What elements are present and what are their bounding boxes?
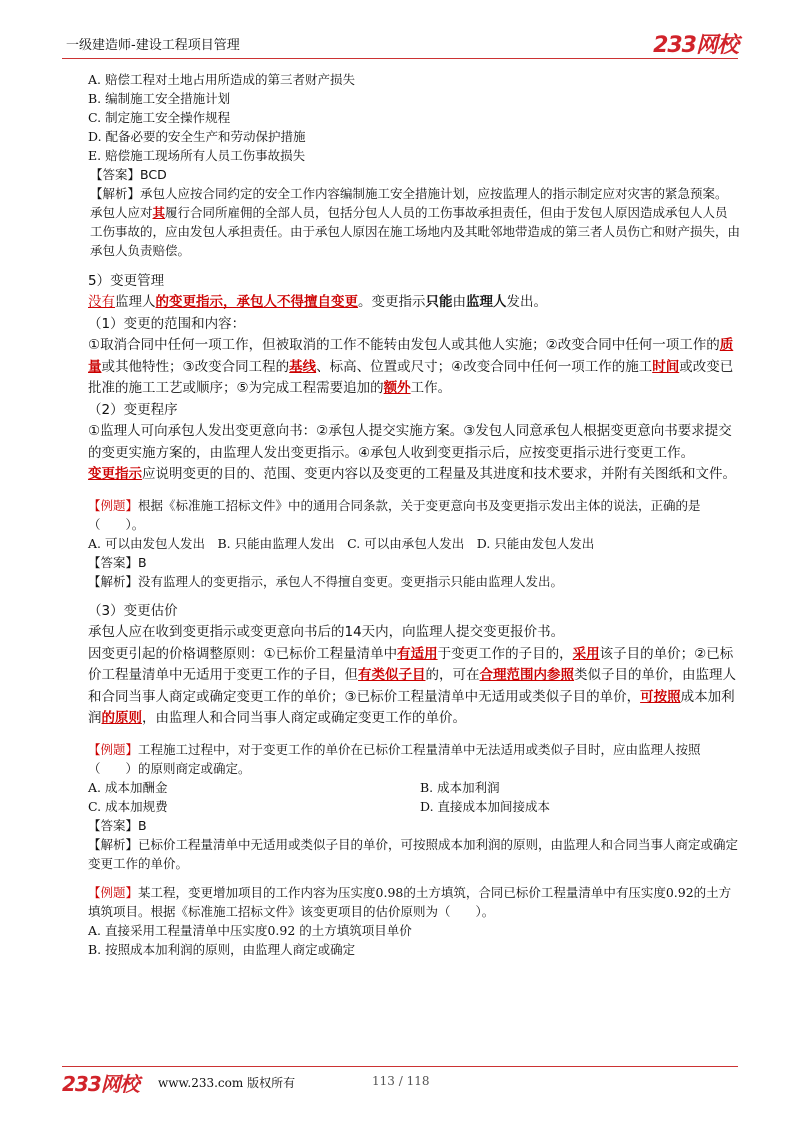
procedure-heading: （2）变更程序 bbox=[88, 401, 178, 418]
doc-title: 一级建造师-建设工程项目管理 bbox=[66, 38, 240, 53]
example1-answer: 【答案】B bbox=[88, 554, 147, 570]
option-a: A. 赔偿工程对土地占用所造成的第三者财产损失 bbox=[88, 72, 355, 87]
example3-option-b: B. 按照成本加利润的原则，由监理人商定或确定 bbox=[88, 941, 356, 957]
example1-analysis: 【解析】没有监理人的变更指示，承包人不得擅自变更。变更指示只能由监理人发出。 bbox=[88, 573, 564, 589]
brand-logo: 233网校 bbox=[653, 33, 738, 58]
scope-text: ①取消合同中任何一项工作，但被取消的工作不能转由发包人或其他人实施；②改变合同中任何一项工作的质量或其他特性；③改变合同工程的基线、标高、位置或尺寸；④改变合同中任何一项工作的施工时间或改变已批准的施工工艺或顺序；⑤为完成工程需要追加的额外工作。 bbox=[88, 337, 734, 396]
page-footer bbox=[62, 1070, 738, 1096]
example3-stem: 【例题】某工程，变更增加项目的工作内容为压实度0.98的土方填筑，合同已标价工程量清单中有压实度0.92的土方填筑项目。根据《标准施工招标文件》该变更项目的估价原则为（ ）。 bbox=[88, 884, 732, 919]
option-d: D. 配备必要的安全生产和劳动保护措施 bbox=[88, 129, 306, 144]
q1-options bbox=[88, 70, 740, 165]
valuation-p1: 承包人应在收到变更指示或变更意向书后的14天内，向监理人提交变更报价书。 bbox=[88, 624, 565, 640]
footer-site: www.233.com 版权所有 bbox=[158, 1076, 296, 1090]
instruction-text: 变更指示应说明变更的目的、范围、变更内容以及变更的工程量及其进度和技术要求，并附有关图纸和文件。 bbox=[88, 466, 736, 482]
footer-divider bbox=[62, 1066, 738, 1067]
valuation-heading: （3）变更估价 bbox=[88, 602, 178, 619]
q1-analysis: 【解析】承包人应按合同约定的安全工作内容编制施工安全措施计划，应按监理人的指示制定应对灾害的紧急预案。承包人应对其履行合同所雇佣的全部人员，包括分包人人员的工伤事故承担责任，但由于发包人原因造成承包人人员工伤事故的，应由发包人承担责任。由于承包人原因在施工场地内及其毗邻地带造成的第三者人员伤亡和财产损失，由承包人负责赔偿。 bbox=[90, 186, 741, 258]
option-c: C. 制定施工安全操作规程 bbox=[88, 110, 231, 125]
example-label: 【例题】 bbox=[88, 497, 139, 513]
page-header bbox=[62, 28, 738, 56]
answer-value: BCD bbox=[140, 167, 167, 182]
example-label: 【例题】 bbox=[88, 741, 139, 757]
page-number: 113 / 118 bbox=[372, 1074, 430, 1088]
example1-stem: 【例题】根据《标准施工招标文件》中的通用合同条款，关于变更意向书及变更指示发出主体的说法，正确的是（ ）。 bbox=[88, 497, 701, 532]
example-label: 【例题】 bbox=[88, 884, 139, 900]
change-rule: 没有监理人的变更指示，承包人不得擅自变更。变更指示只能由监理人发出。 bbox=[88, 294, 547, 310]
valuation-p2: 因变更引起的价格调整原则：①已标价工程量清单中有适用于变更工作的子目的，采用该子目的单价；②已标价工程量清单中无适用于变更工作的子目，但有类似子目的，可在合理范围内参照类似子目的单价，由监理人和合同当事人商定或确定变更工作的单价；③已标价工程量清单中无适用或类似子目的单价，可按照成本加利润的原则，由监理人和合同当事人商定或确定变更工作的单价。 bbox=[88, 645, 736, 726]
scope-heading: （1）变更的范围和内容： bbox=[88, 315, 246, 332]
section-heading-change-mgmt: 5）变更管理 bbox=[88, 273, 165, 289]
example1-options: A. 可以由发包人发出 B. 只能由监理人发出 C. 可以由承包人发出 D. 只能由发包人发出 bbox=[88, 535, 595, 551]
option-b: B. 编制施工安全措施计划 bbox=[88, 91, 231, 106]
footer-logo: 233网校 bbox=[62, 1072, 139, 1096]
example2-options: A. 成本加酬金 B. 成本加利润 C. 成本加规费 D. 直接成本加间接成本 bbox=[88, 779, 551, 814]
page-content bbox=[88, 70, 740, 959]
example3-option-a: A. 直接采用工程量清单中压实度0.92 的土方填筑项目单价 bbox=[88, 922, 412, 938]
q1-answer: 【答案】BCD bbox=[90, 167, 167, 182]
procedure-text: ①监理人可向承包人发出变更意向书：②承包人提交实施方案。③发包人同意承包人根据变更意向书要求提交的变更实施方案的，由监理人发出变更指示。④承包人收到变更指示后，应按变更指示进行变更工作。 bbox=[88, 423, 732, 461]
option-e: E. 赔偿施工现场所有人员工伤事故损失 bbox=[88, 148, 306, 163]
example2-stem: 【例题】工程施工过程中，对于变更工作的单价在已标价工程量清单中无法适用或类似子目时，应由监理人按照（ ）的原则商定或确定。 bbox=[88, 741, 701, 776]
example2-answer: 【答案】B bbox=[88, 817, 147, 833]
header-divider bbox=[62, 58, 738, 59]
example2-analysis: 【解析】已标价工程量清单中无适用或类似子目的单价，可按照成本加利润的原则，由监理人和合同当事人商定或确定变更工作的单价。 bbox=[88, 836, 739, 871]
